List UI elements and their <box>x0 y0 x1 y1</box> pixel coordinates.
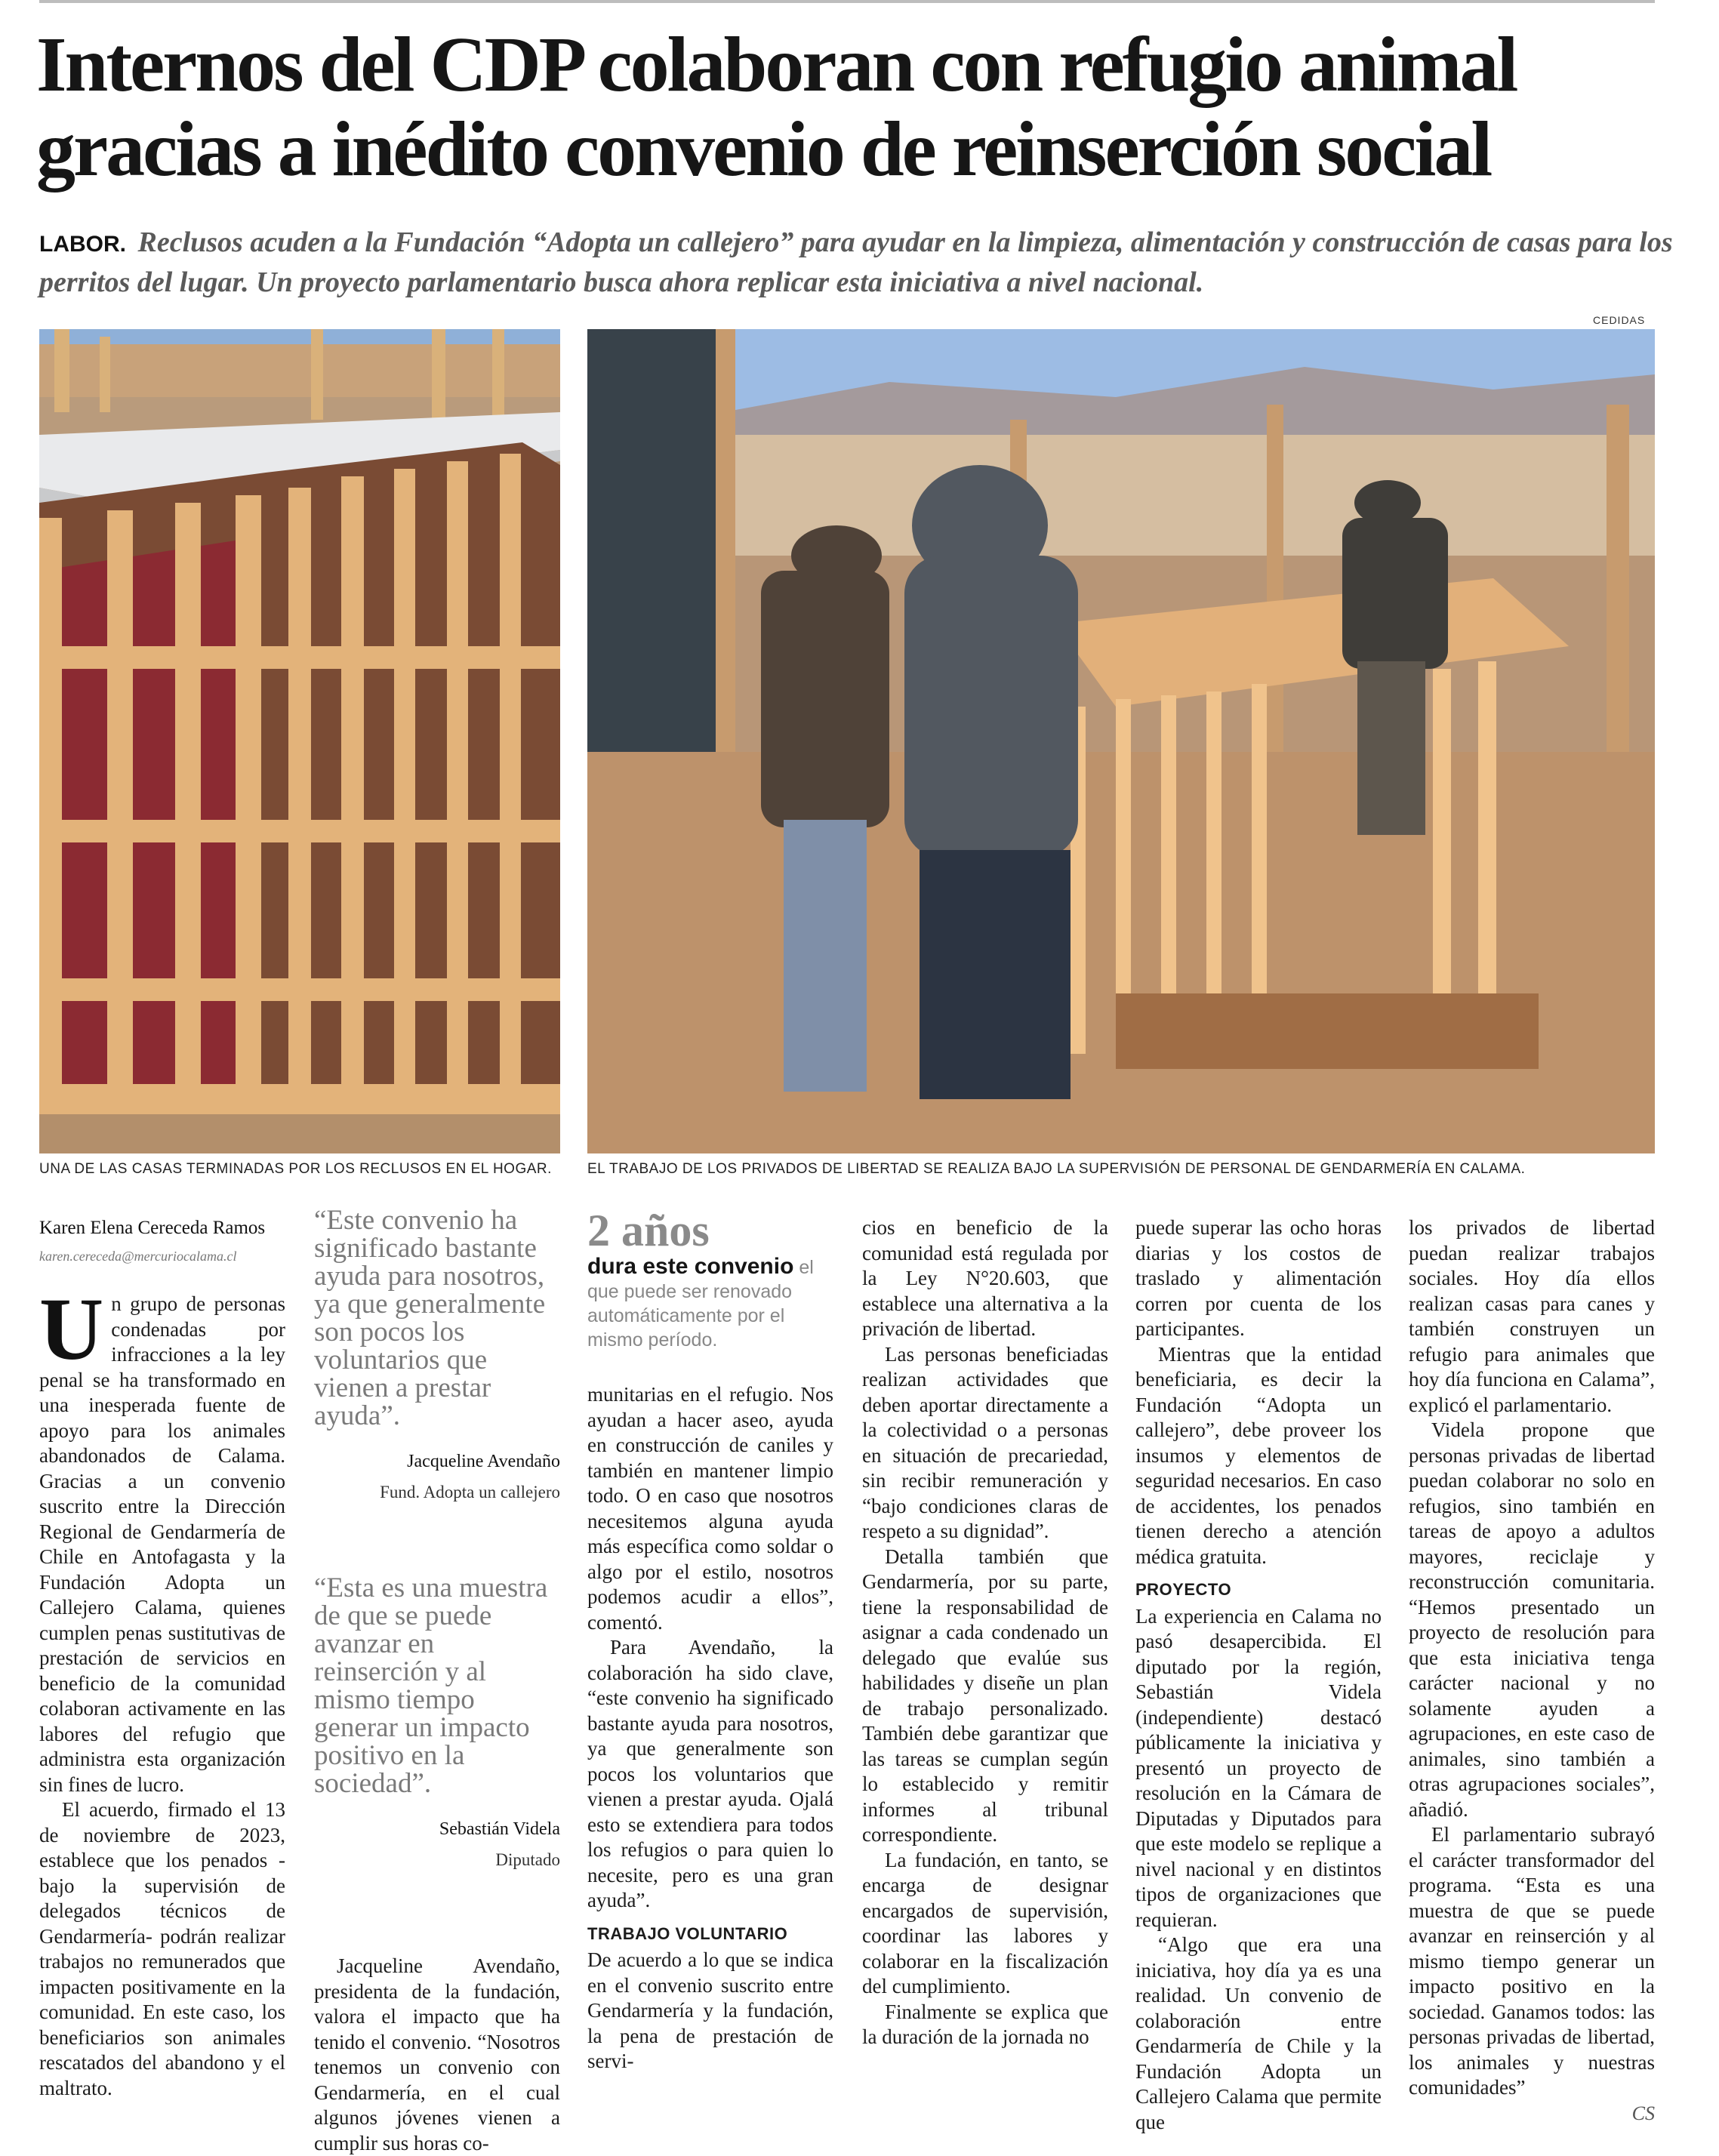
article-paragraph: La experiencia en Calama no pasó desapercibida. El diputado por la región, Sebastián Videla (independiente) destacó públicamente la iniciativa y presentó un proyecto de resolución en la Cámara de Diputadas y Diputados para que este modelo se replique a nivel nacional y en distintos tipos de organizaciones que requieran. <box>1135 1604 1382 1931</box>
quote-role-avendano: Fund. Adopta un callejero <box>380 1482 560 1502</box>
article-paragraph: los privados de libertad puedan realizar trabajos sociales. Hoy día ellos realizan casas para canes y también construyen un refugio para animales que hoy día funciona en Calama”, explicó el parlamentario. <box>1409 1216 1655 1416</box>
article-column-5 <box>1135 1215 1382 2135</box>
article-paragraph: Videla propone que personas privadas de libertad puedan colaborar no solo en refugios, sino también en tareas de apoyo a adultos mayores, reciclaje y reconstrucción comunitaria. “Hemos presentado un proyecto de resolución para que esta iniciativa tenga carácter nacional y no solamente ayuden a agrupaciones, en este caso de animales, sino también a otras agrupaciones sociales”, añadió. <box>1409 1418 1655 1821</box>
photo-dog-house-image <box>39 329 560 1153</box>
top-rule <box>39 0 1655 3</box>
pull-quote-avendano: “Este convenio ha significado bastante ayuda para nosotros, ya que generalmente son pocos los voluntarios que vienen a prestar ayuda”. <box>314 1205 546 1431</box>
article-column-3 <box>587 1206 833 2074</box>
paragraph-text: n grupo de personas condenadas por infracciones a la ley penal se ha transformado en una inesperada fuente de apoyo para los animales abandonados de Calama. Gracias a un convenio suscrito entre la Dirección Regional de Gendarmería de Chile en Antofagasta y la Fundación Adopta un Callejero Calama, quienes cumplen penas sustitutivas de prestación de servicios en beneficio de la comunidad colaboran activamente en las labores del refugio que administra esta organización sin fines de lucro. <box>39 1292 285 1796</box>
article-paragraph: De acuerdo a lo que se indica en el convenio suscrito entre Gendarmería y la fundación, la pena de prestación de servi- <box>587 1948 833 2072</box>
article-paragraph: Las personas beneficiadas realizan actividades que deben aportar directamente a la colectividad o a personas en situación de precariedad, sin recibir remuneración y “bajo condiciones claras de respeto a su dignidad”. <box>862 1342 1108 1542</box>
headline: Internos del CDP colaboran con refugio animal gracias a inédito convenio de reinserción social <box>36 21 1517 192</box>
article-paragraph: “Algo que era una iniciativa, hoy día ya es una realidad. Un convenio de colaboración entre Gendarmería de Chile y la Fundación Adopta un Callejero Calama que permite que <box>1135 1933 1382 2133</box>
article-column-2 <box>314 1206 560 2156</box>
deck-kicker: LABOR. <box>39 232 126 257</box>
quote-name-videla: Sebastián Videla <box>439 1819 560 1839</box>
article-paragraph: munitarias en el refugio. Nos ayudan a hacer aseo, ayuda en construcción de caniles y también en mantener limpio todo. O en caso que nosotros necesitemos alguna ayuda más específica como soldar o algo por el estilo, nosotros podemos acudir a ellos”, comentó. <box>587 1383 833 1634</box>
photo-workers-image <box>587 329 1655 1153</box>
article-paragraph: Mientras que la entidad beneficiaria, es decir la Fundación “Adopta un callejero”, debe proveer los insumos y elementos de seguridad necesarios. En caso de accidentes, los penados tienen derecho a atención médica gratuita. <box>1135 1342 1382 1568</box>
end-mark: CS <box>1631 2102 1655 2124</box>
article-paragraph: La fundación, en tanto, se encarga de designar encargados de supervisión, coordinar las labores y colaborar en la fiscalización del cumplimiento. <box>862 1848 1108 1997</box>
subheading-proyecto: PROYECTO <box>1135 1580 1232 1599</box>
article-paragraph: El acuerdo, firmado el 13 de noviembre de 2023, establece que los penados -bajo la supervisión de delegados técnicos de Gendarmería- podrán realizar trabajos no remunerados que impacten positivamente en la comunidad. En este caso, los beneficiarios son animales rescatados del abandono y el maltrato. <box>39 1798 285 2099</box>
deck-text: Reclusos acuden a la Fundación “Adopta un callejero” para ayudar en la limpieza, alimentación y construcción de casas para los perritos del lugar. Un proyecto parlamentario busca ahora replicar esta iniciativa a nivel nacional. <box>39 226 1673 298</box>
article-column-4 <box>862 1215 1108 2050</box>
fact-text-bold: dura este convenio <box>587 1254 794 1279</box>
article-paragraph: Para Avendaño, la colaboración ha sido clave, “este convenio ha significado bastante ayuda para nosotros, ya que generalmente son pocos los voluntarios que vienen a prestar ayuda. Ojalá esto se extendiera para todos los refugios o para quien lo necesite, pero es una gran ayuda”. <box>587 1636 833 1911</box>
quote-name-avendano: Jacqueline Avendaño <box>407 1452 560 1471</box>
photo-workers <box>587 329 1655 1153</box>
fact-text-rest: el que puede ser renovado automáticamente por el mismo período. <box>587 1257 814 1351</box>
article-paragraph: Detalla también que Gendarmería, por su parte, tiene la responsabilidad de asignar a cada condenado un delegado que evalúe sus habilidades y diseñe un plan de trabajo personalizado. También debe garantizar que las tareas se cumplan según lo establecido y remitir informes al tribunal correspondiente. <box>862 1545 1108 1846</box>
article-paragraph <box>39 1280 285 1797</box>
article-paragraph: puede superar las ocho horas diarias y los costos de traslado y alimentación corren por cuenta de los participantes. <box>1135 1216 1382 1340</box>
photo-dog-house <box>39 329 560 1153</box>
caption-right: EL TRABAJO DE LOS PRIVADOS DE LIBERTAD SE REALIZA BAJO LA SUPERVISIÓN DE PERSONAL DE GENDARMERÍA EN CALAMA. <box>587 1161 1526 1177</box>
caption-left: UNA DE LAS CASAS TERMINADAS POR LOS RECLUSOS EN EL HOGAR. <box>39 1161 552 1177</box>
pull-quote-videla: “Esta es una muestra de que se puede avanzar en reinserción y al mismo tiempo generar un impacto positivo en la sociedad”. <box>314 1572 548 1799</box>
article-column-6 <box>1409 1215 1655 2126</box>
subheading-trabajo-voluntario: TRABAJO VOLUNTARIO <box>587 1923 788 1943</box>
article-paragraph: Jacqueline Avendaño, presidenta de la fundación, valora el impacto que ha tenido el convenio. “Nosotros tenemos un convenio con Gendarmería, en el cual algunos jóvenes vienen a cumplir sus horas co- <box>314 1954 560 2154</box>
article-paragraph: Finalmente se explica que la duración de la jornada no <box>862 2000 1108 2048</box>
article-paragraph: El parlamentario subrayó el carácter transformador del programa. “Esta es una muestra de que se puede avanzar en reinserción y al mismo tiempo generar un impacto positivo en la sociedad. Ganamos todos: las personas privadas de libertad, los animales y nuestras comunidades” <box>1409 1823 1655 2099</box>
fact-text <box>587 1255 833 1352</box>
article-column-1 <box>39 1215 285 2101</box>
photo-credit: CEDIDAS <box>1593 314 1646 326</box>
fact-figure: 2 años <box>587 1206 710 1255</box>
deck <box>39 223 1677 301</box>
byline-author: Karen Elena Cereceda Ramos <box>39 1218 266 1238</box>
byline-email: karen.cereceda@mercuriocalama.cl <box>39 1248 237 1264</box>
quote-role-videla: Diputado <box>495 1850 560 1869</box>
dropcap: U <box>39 1280 104 1378</box>
article-paragraph: cios en beneficio de la comunidad está regulada por la Ley N°20.603, que establece una alternativa a la privación de libertad. <box>862 1216 1108 1340</box>
